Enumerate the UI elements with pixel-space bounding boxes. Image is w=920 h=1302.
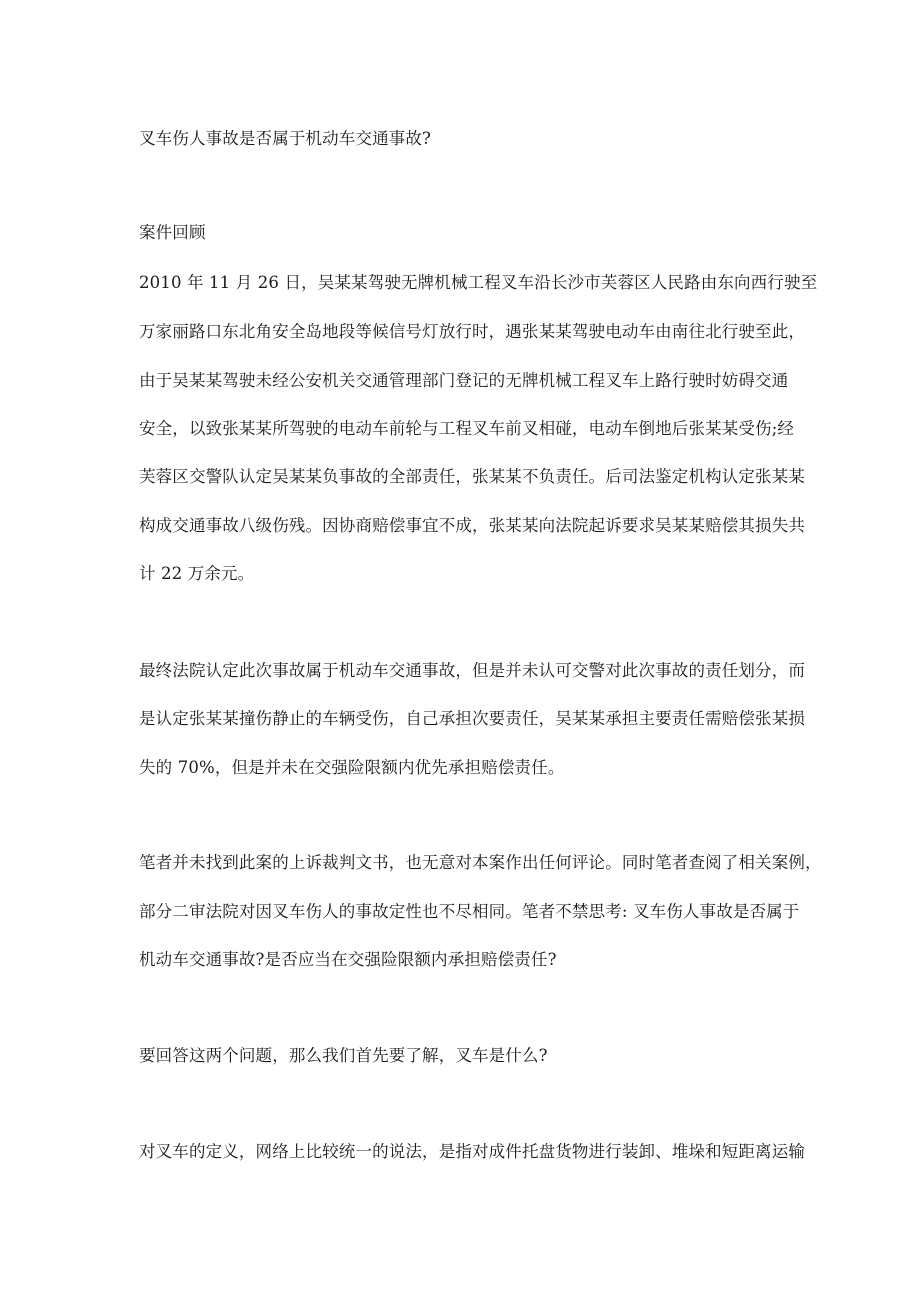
paragraph-line: 最终法院认定此次事故属于机动车交通事故，但是并未认可交警对此次事故的责任划分，而	[139, 661, 805, 680]
paragraph-line: 机动车交通事故?是否应当在交强险限额内承担赔偿责任?	[139, 950, 557, 969]
paragraph-line: 计 22 万余元。	[139, 564, 255, 583]
paragraph-line: 安全，以致张某某所驾驶的电动车前轮与工程叉车前叉相碰，电动车倒地后张某某受伤;经	[139, 419, 795, 438]
paragraph-line: 构成交通事故八级伤残。因协商赔偿事宜不成，张某某向法院起诉要求吴某某赔偿其损失共	[139, 516, 805, 535]
paragraph-line: 笔者并未找到此案的上诉裁判文书，也无意对本案作出任何评论。同时笔者查阅了相关案例，	[139, 853, 822, 872]
paragraph-line: 部分二审法院对因叉车伤人的事故定性也不尽相同。笔者不禁思考: 叉车伤人事故是否属于	[139, 902, 800, 921]
section-heading: 案件回顾	[139, 223, 206, 242]
paragraph-line: 失的 70%，但是并未在交强险限额内优先承担赔偿责任。	[139, 758, 565, 777]
paragraph-line: 是认定张某某撞伤静止的车辆受伤，自己承担次要责任，吴某某承担主要责任需赔偿张某损	[139, 709, 805, 728]
paragraph-line: 万家丽路口东北角安全岛地段等候信号灯放行时，遇张某某驾驶电动车由南往北行驶至此，	[139, 322, 805, 341]
paragraph-line: 由于吴某某驾驶未经公安机关交通管理部门登记的无牌机械工程叉车上路行驶时妨碍交通	[139, 371, 789, 390]
question-paragraph: 要回答这两个问题，那么我们首先要了解，叉车是什么?	[139, 1046, 548, 1065]
paragraph-line: 2010 年 11 月 26 日，吴某某驾驶无牌机械工程叉车沿长沙市芙蓉区人民路由东向西行驶至	[139, 273, 818, 292]
paragraph-line: 芙蓉区交警队认定吴某某负事故的全部责任，张某某不负责任。后司法鉴定机构认定张某某	[139, 467, 805, 486]
definition-paragraph: 对叉车的定义，网络上比较统一的说法，是指对成件托盘货物进行装卸、堆垛和短距离运输	[139, 1142, 805, 1161]
document-title: 叉车伤人事故是否属于机动车交通事故?	[139, 129, 432, 148]
